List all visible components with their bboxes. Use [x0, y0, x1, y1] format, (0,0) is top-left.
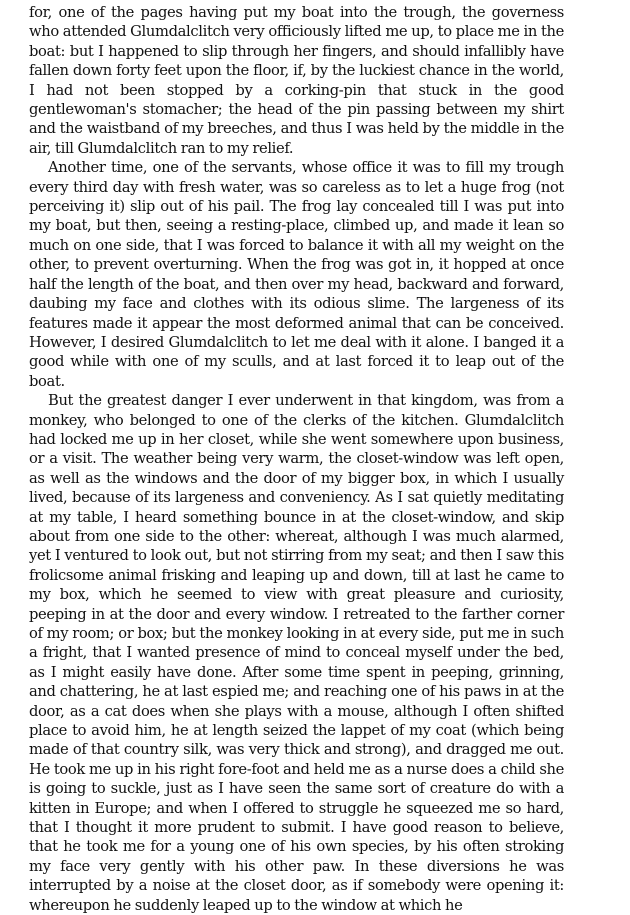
paragraph-continued: for, one of the pages having put my boat into the trough, the governess who attended Glumdalclitch very officiously lifted me up, to place me in the boat: but I happened to slip through her fingers, and should infallibly have fallen down forty feet upon the floor, if, by the luckiest chance in the world, I had not been stopped by a corking-pin that stuck in the good gentlewoman's stomacher; the head of the pin passing between my shirt and the waistband of my breeches, and thus I was held by the middle in the air, till Glumdalclitch ran to my relief. [29, 4, 564, 157]
paragraph-frog: Another time, one of the servants, whose office it was to fill my trough every third day with fresh water, was so careless as to let a huge frog (not perceiving it) slip out of his pail. The frog lay concealed till I was put into my boat, but then, seeing a resting-place, climbed up, and made it lean so much on one side, that I was forced to balance it with all my weight on the other, to prevent overturning. When the frog was got in, it hopped at once half the length of the boat, and then over my head, backward and forward, daubing my face and clothes with its odious slime. The largeness of its features made it appear the most deformed animal that can be conceived. However, I desired Glumdalclitch to let me deal with it alone. I banged it a good while with one of my sculls, and at last forced it to leap out of the boat. [29, 159, 564, 390]
paragraph-monkey: But the greatest danger I ever underwent in that kingdom, was from a monkey, who belonged to one of the clerks of the kitchen. Glumdalclitch had locked me up in her closet, while she went somewhere upon business, or a visit. The weather being very warm, the closet-window was left open, as well as the windows and the door of my bigger box, in which I usually lived, because of its largeness and conveniency. As I sat quietly meditating at my table, I heard something bounce in at the closet-window, and skip about from one side to the other: whereat, although I was much alarmed, yet I ventured to look out, but not stirring from my seat; and then I saw this frolicsome animal frisking and leaping up and down, till at last he came to my box, which he seemed to view with great pleasure and curiosity, peeping in at the door and every window. I retreated to the farther corner of my room; or box; but the monkey looking in at every side, put me in such a fright, that I wanted presence of mind to conceal myself under the bed, as I might easily have done. After some time spent in peeping, grinning, and chattering, he at last espied me; and reaching one of his paws in at the door, as a cat does when she plays with a mouse, although I often shifted place to avoid him, he at length seized the lappet of my coat (which being made of that country silk, was very thick and strong), and dragged me out. He took me up in his right fore-foot and held me as a nurse does a child she is going to suckle, just as I have seen the same sort of creature do with a kitten in Europe; and when I offered to struggle he squeezed me so hard, that I thought it more prudent to submit. I have good reason to believe, that he took me for a young one of his own species, by his often stroking my face very gently with his other paw. In these diversions he was interrupted by a noise at the closet door, as if somebody were opening it: whereupon he suddenly leaped up to the window at which he [29, 392, 564, 914]
